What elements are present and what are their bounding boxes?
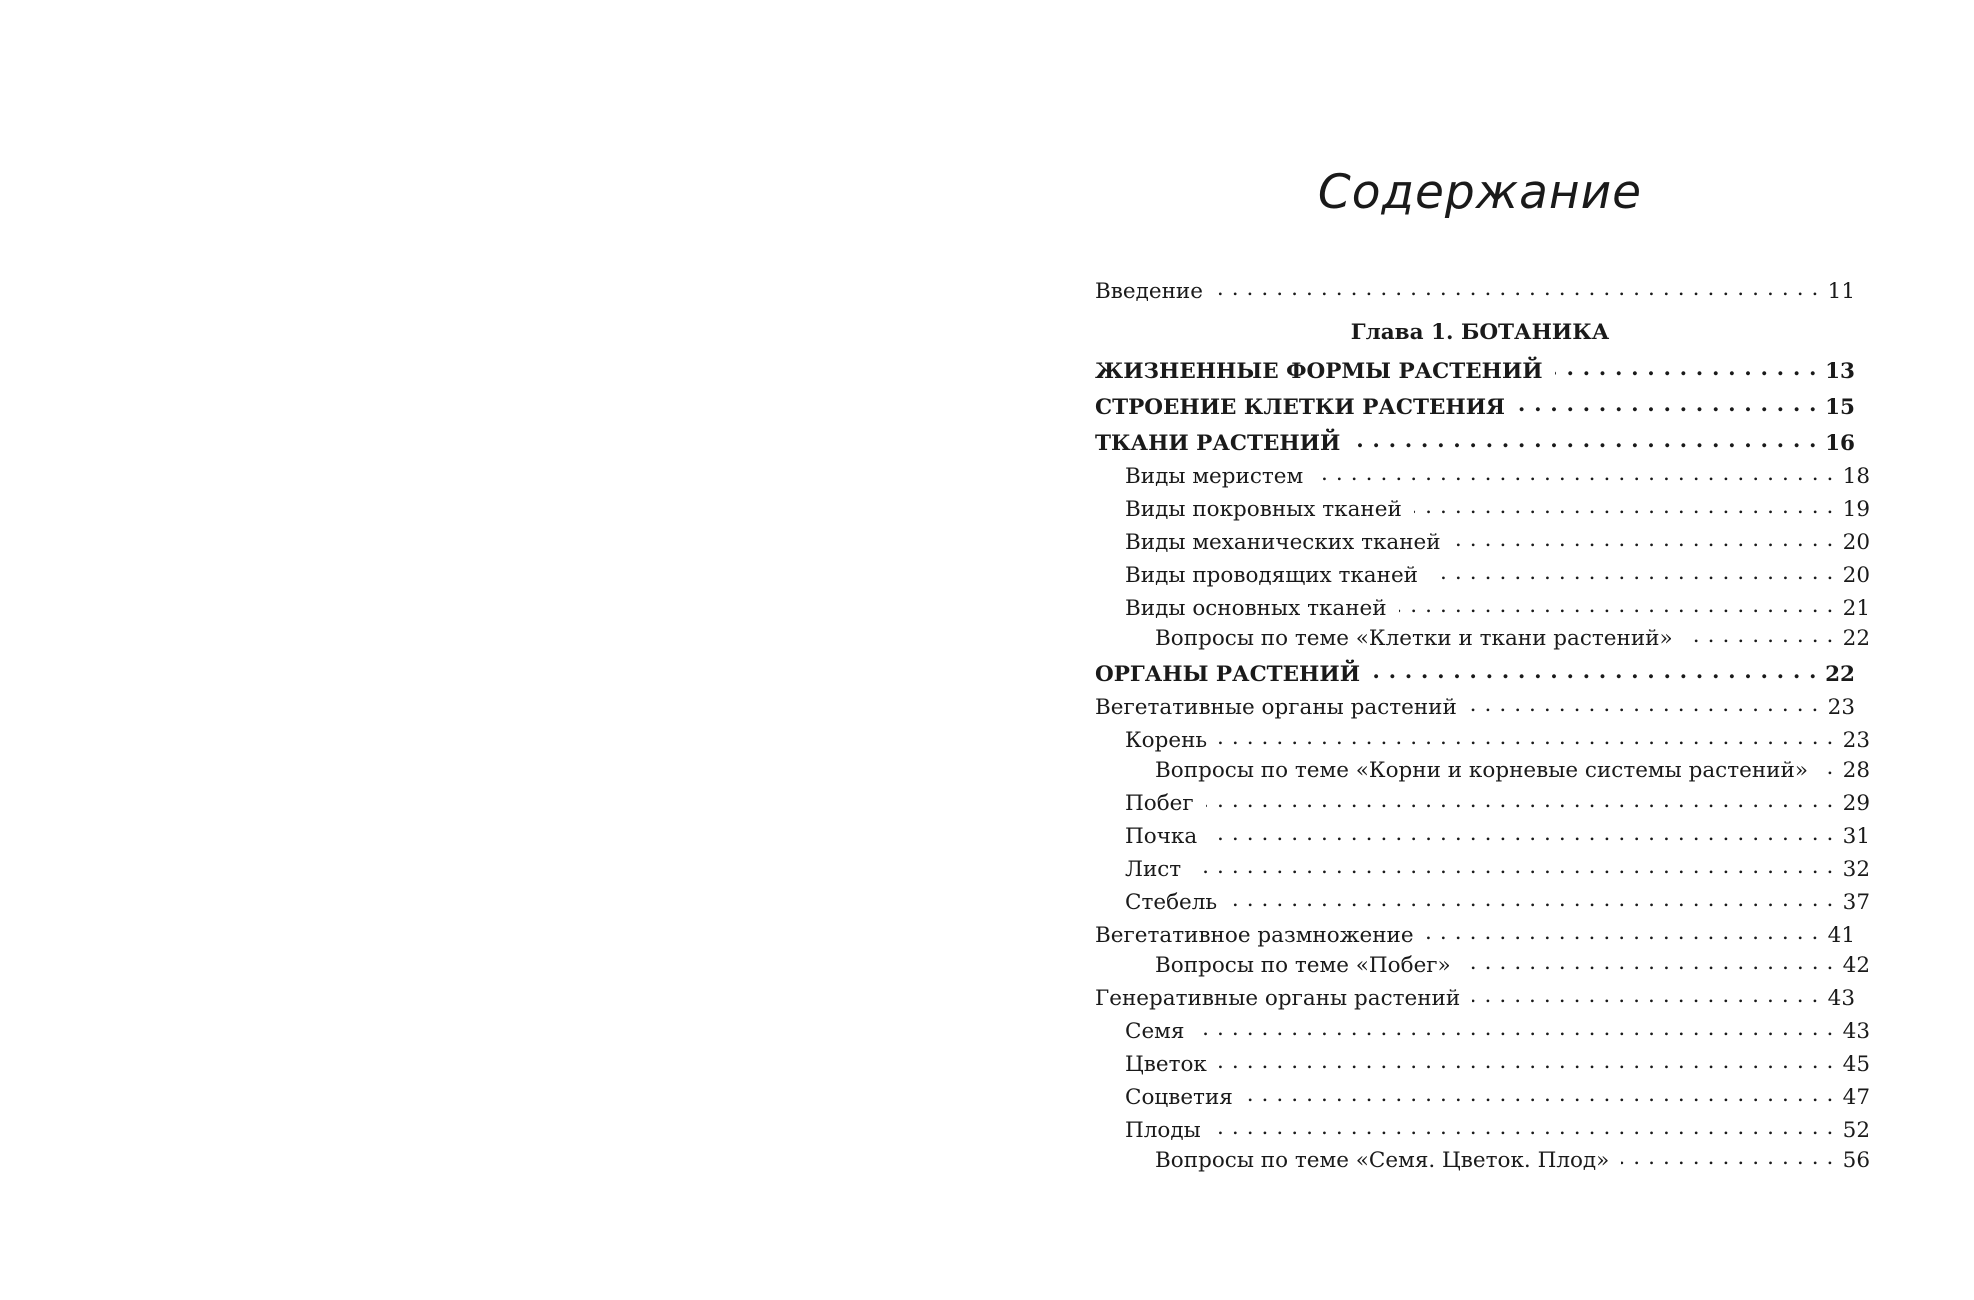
chapter-heading: Глава 1. БОТАНИКА bbox=[1350, 320, 1610, 345]
toc-entry-label: Генеративные органы растений bbox=[1095, 986, 1472, 1011]
toc-entry[interactable] bbox=[1095, 659, 1855, 689]
toc-entry-page: 18 bbox=[1842, 463, 1870, 489]
toc-leader-dots bbox=[1472, 983, 1819, 1005]
toc-leader-dots bbox=[1196, 1016, 1834, 1038]
toc-entry-label: Виды проводящих тканей bbox=[1125, 563, 1430, 588]
toc-entry[interactable] bbox=[1095, 356, 1855, 386]
toc-leader-dots bbox=[1213, 1115, 1834, 1137]
toc-entry-page: 11 bbox=[1827, 278, 1855, 304]
toc-entry[interactable] bbox=[1125, 821, 1870, 851]
toc-leader-dots bbox=[1209, 821, 1834, 843]
toc-entry-page: 37 bbox=[1842, 889, 1870, 915]
toc-entry-label: Побег bbox=[1125, 791, 1206, 816]
toc-leader-dots bbox=[1414, 494, 1834, 516]
toc-entry-page: 16 bbox=[1825, 430, 1855, 456]
toc-entry-label: Виды покровных тканей bbox=[1125, 497, 1414, 522]
toc-entry-page: 22 bbox=[1825, 661, 1855, 687]
toc-leader-dots bbox=[1219, 1049, 1834, 1071]
toc-entry[interactable] bbox=[1155, 755, 1870, 785]
toc-entry-label: Корень bbox=[1125, 728, 1219, 753]
toc-entry[interactable] bbox=[1125, 494, 1870, 524]
toc-leader-dots bbox=[1193, 854, 1834, 876]
toc-entry-label: Стебель bbox=[1125, 890, 1229, 915]
toc-leader-dots bbox=[1245, 1082, 1834, 1104]
toc-entry-page: 28 bbox=[1842, 757, 1870, 783]
toc-entry[interactable] bbox=[1125, 1049, 1870, 1079]
toc-entry-label: Виды меристем bbox=[1125, 464, 1315, 489]
toc-leader-dots bbox=[1372, 659, 1817, 681]
toc-entry[interactable] bbox=[1155, 623, 1870, 653]
toc-entry-page: 56 bbox=[1842, 1147, 1870, 1173]
toc-entry-label: Почка bbox=[1125, 824, 1209, 849]
toc-leader-dots bbox=[1399, 593, 1834, 615]
toc-entry[interactable] bbox=[1125, 1115, 1870, 1145]
toc-entry[interactable] bbox=[1095, 920, 1855, 950]
toc-entry-label: Вопросы по теме «Корни и корневые системы растений» bbox=[1155, 758, 1820, 783]
toc-entry-page: 20 bbox=[1842, 562, 1870, 588]
toc-entry-label: Введение bbox=[1095, 279, 1215, 304]
toc-entry[interactable] bbox=[1125, 887, 1870, 917]
toc-leader-dots bbox=[1430, 560, 1834, 582]
toc-entry-page: 20 bbox=[1842, 529, 1870, 555]
toc-entry[interactable] bbox=[1155, 950, 1870, 980]
toc-leader-dots bbox=[1229, 887, 1834, 909]
toc-entry[interactable] bbox=[1125, 854, 1870, 884]
toc-title: Содержание bbox=[1317, 165, 1643, 220]
toc-entry[interactable] bbox=[1095, 392, 1855, 422]
toc-leader-dots bbox=[1453, 527, 1834, 549]
toc-leader-dots bbox=[1517, 392, 1817, 414]
toc-entry-label: Виды основных тканей bbox=[1125, 596, 1399, 621]
toc-entry[interactable] bbox=[1125, 461, 1870, 491]
toc-entry-page: 43 bbox=[1842, 1018, 1870, 1044]
toc-entry-label: ОРГАНЫ РАСТЕНИЙ bbox=[1095, 662, 1372, 687]
toc-entry-page: 22 bbox=[1842, 625, 1870, 651]
toc-entry-page: 42 bbox=[1842, 952, 1870, 978]
toc-entry-page: 21 bbox=[1842, 595, 1870, 621]
toc-entry-page: 13 bbox=[1825, 358, 1855, 384]
toc-entry-label: Вегетативные органы растений bbox=[1095, 695, 1469, 720]
toc-leader-dots bbox=[1206, 788, 1834, 810]
toc-entry[interactable] bbox=[1125, 527, 1870, 557]
toc-entry-page: 31 bbox=[1842, 823, 1870, 849]
toc-entry-page: 43 bbox=[1827, 985, 1855, 1011]
toc-leader-dots bbox=[1215, 276, 1819, 298]
toc-entry-page: 52 bbox=[1842, 1117, 1870, 1143]
toc-entry-page: 15 bbox=[1825, 394, 1855, 420]
toc-entry-page: 32 bbox=[1842, 856, 1870, 882]
toc-entry[interactable] bbox=[1125, 788, 1870, 818]
toc-entry-page: 29 bbox=[1842, 790, 1870, 816]
toc-entry[interactable] bbox=[1125, 560, 1870, 590]
toc-leader-dots bbox=[1685, 623, 1834, 645]
toc-entry[interactable] bbox=[1095, 276, 1855, 306]
toc-entry[interactable] bbox=[1125, 593, 1870, 623]
toc-entry-label: Плоды bbox=[1125, 1118, 1213, 1143]
toc-entry[interactable] bbox=[1095, 983, 1855, 1013]
toc-entry[interactable] bbox=[1125, 725, 1870, 755]
toc-entry-label: Семя bbox=[1125, 1019, 1196, 1044]
toc-leader-dots bbox=[1820, 755, 1834, 777]
toc-entry-label: СТРОЕНИЕ КЛЕТКИ РАСТЕНИЯ bbox=[1095, 395, 1517, 420]
toc-leader-dots bbox=[1352, 428, 1817, 450]
toc-entry-label: Вопросы по теме «Побег» bbox=[1155, 953, 1463, 978]
toc-entry[interactable] bbox=[1125, 1082, 1870, 1112]
toc-leader-dots bbox=[1426, 920, 1819, 942]
toc-leader-dots bbox=[1219, 725, 1834, 747]
toc-entry-page: 19 bbox=[1842, 496, 1870, 522]
toc-entry[interactable] bbox=[1155, 1145, 1870, 1175]
toc-entry-page: 47 bbox=[1842, 1084, 1870, 1110]
toc-entry-label: Виды механических тканей bbox=[1125, 530, 1453, 555]
toc-entry-label: Вегетативное размножение bbox=[1095, 923, 1426, 948]
toc-entry-label: Цветок bbox=[1125, 1052, 1219, 1077]
toc-entry[interactable] bbox=[1095, 692, 1855, 722]
toc-entry[interactable] bbox=[1095, 428, 1855, 458]
toc-entry-page: 23 bbox=[1842, 727, 1870, 753]
toc-entry-page: 41 bbox=[1827, 922, 1855, 948]
toc-entry-label: Соцветия bbox=[1125, 1085, 1245, 1110]
toc-entry-page: 45 bbox=[1842, 1051, 1870, 1077]
toc-entry[interactable] bbox=[1125, 1016, 1870, 1046]
toc-leader-dots bbox=[1621, 1145, 1834, 1167]
toc-entry-label: Лист bbox=[1125, 857, 1193, 882]
toc-entry-label: ЖИЗНЕННЫЕ ФОРМЫ РАСТЕНИЙ bbox=[1095, 359, 1555, 384]
toc-leader-dots bbox=[1469, 692, 1819, 714]
toc-entry-page: 23 bbox=[1827, 694, 1855, 720]
toc-entry-label: Вопросы по теме «Клетки и ткани растений» bbox=[1155, 626, 1685, 651]
toc-leader-dots bbox=[1555, 356, 1817, 378]
toc-entry-label: Вопросы по теме «Семя. Цветок. Плод» bbox=[1155, 1148, 1621, 1173]
toc-leader-dots bbox=[1463, 950, 1834, 972]
toc-leader-dots bbox=[1315, 461, 1834, 483]
toc-entry-label: ТКАНИ РАСТЕНИЙ bbox=[1095, 431, 1352, 456]
